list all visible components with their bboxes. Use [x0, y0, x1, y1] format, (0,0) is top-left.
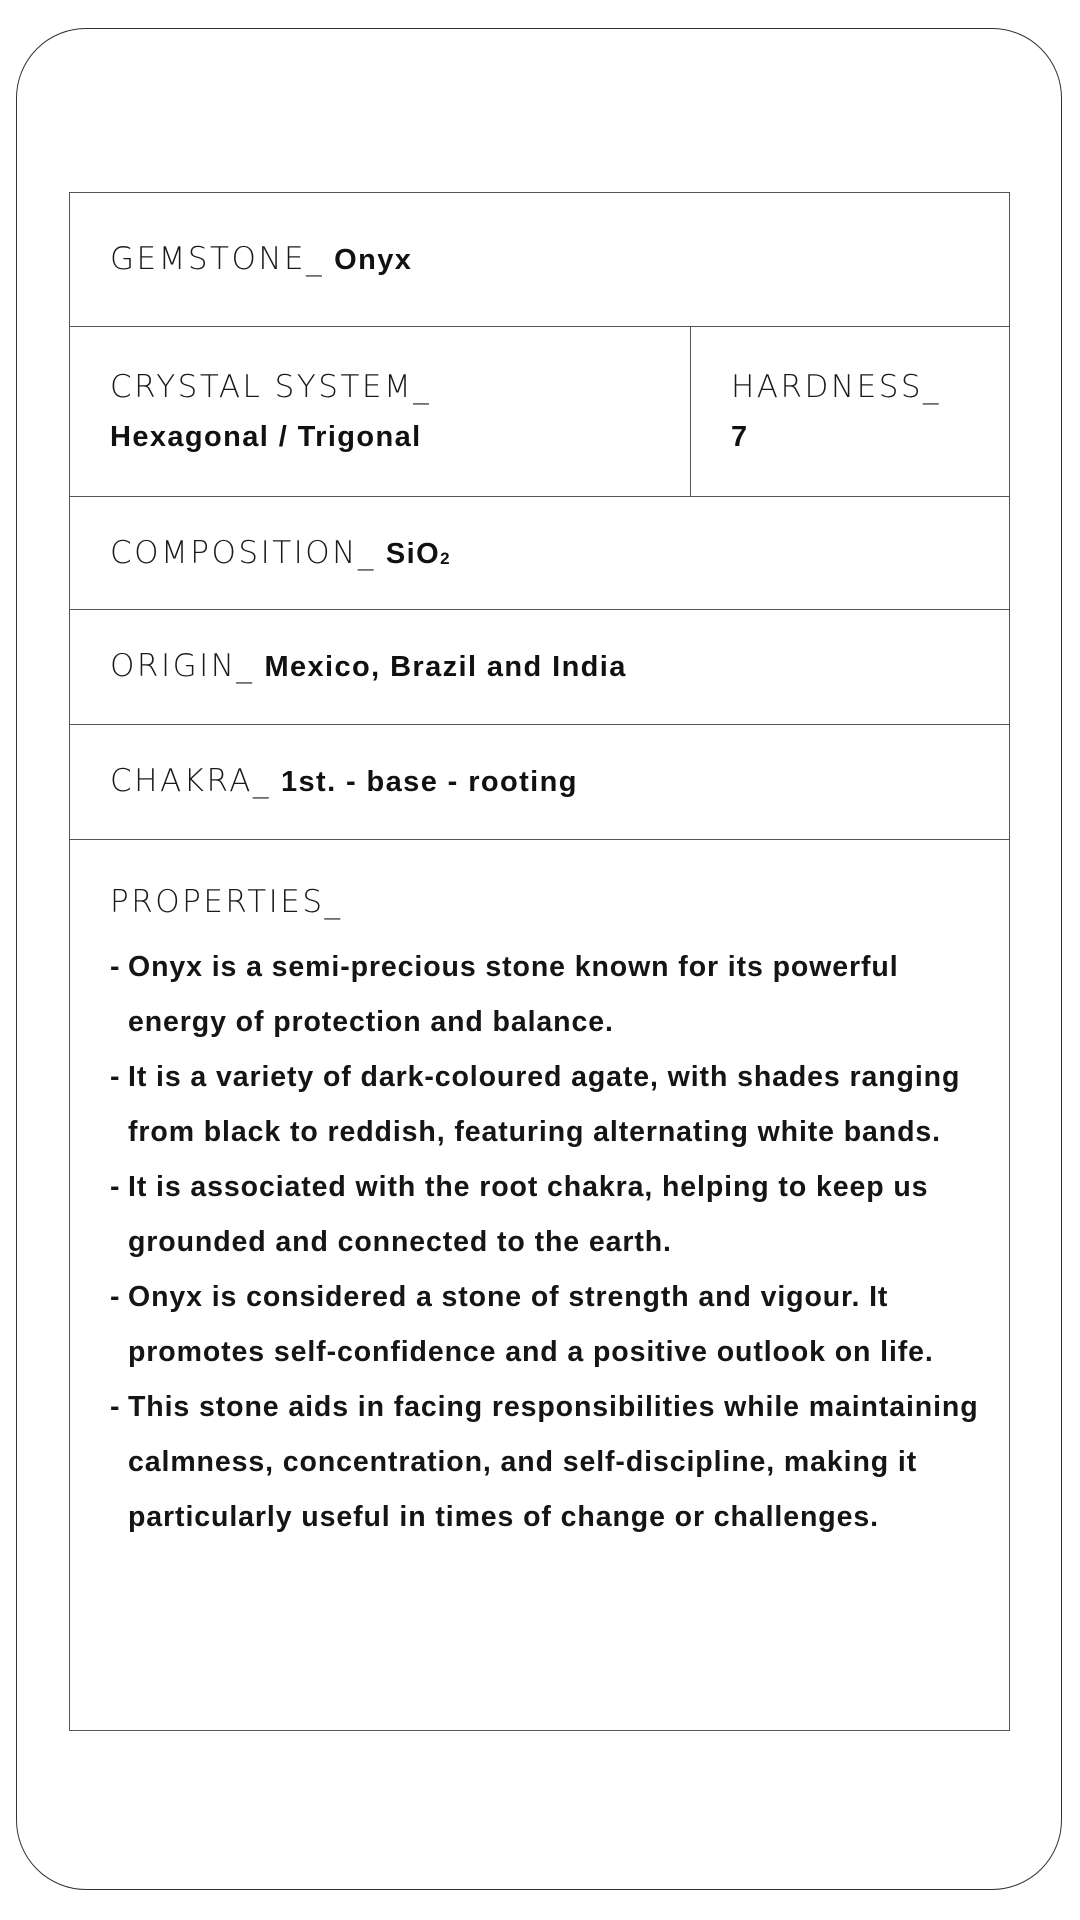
composition-row	[70, 497, 1009, 610]
gemstone-line	[110, 241, 412, 277]
gemstone-row	[70, 193, 1009, 327]
composition-label: COMPOSITION_	[110, 535, 376, 571]
chakra-line	[110, 763, 578, 799]
composition-subscript: 2	[440, 549, 451, 568]
gemstone-info-card	[69, 192, 1010, 1731]
property-item-2: - It is a variety of dark-coloured agate, with shades ranging from black to reddish, featuring alternating white bands.	[110, 1050, 980, 1160]
gemstone-value: Onyx	[334, 244, 413, 276]
chakra-value: 1st. - base - rooting	[280, 766, 578, 798]
gemstone-label: GEMSTONE_	[110, 241, 325, 277]
origin-line	[110, 648, 627, 684]
hardness-label: HARDNESS_	[731, 369, 942, 405]
composition-formula: SiO	[385, 538, 441, 570]
crystal-system-value: Hexagonal / Trigonal	[110, 421, 422, 453]
property-item-3: - It is associated with the root chakra, helping to keep us grounded and connected to the earth.	[110, 1160, 980, 1270]
property-item-4: - Onyx is considered a stone of strength and vigour. It promotes self-confidence and a positive outlook on life.	[110, 1270, 980, 1380]
property-item-1: - Onyx is a semi-precious stone known for its powerful energy of protection and balance.	[110, 940, 980, 1050]
property-item-5: - This stone aids in facing responsibilities while maintaining calmness, concentration, and self-discipline, making it particularly useful in times of change or challenges.	[110, 1380, 980, 1545]
origin-label: ORIGIN_	[110, 648, 255, 684]
properties-label: PROPERTIES_	[110, 884, 343, 920]
origin-value: Mexico, Brazil and India	[264, 651, 627, 683]
crystal-system-label: CRYSTAL SYSTEM_	[110, 369, 432, 405]
hardness-cell	[691, 327, 1011, 496]
composition-line	[110, 535, 451, 571]
composition-value	[386, 538, 451, 570]
crystal-hardness-row	[70, 327, 1009, 497]
chakra-row	[70, 725, 1009, 840]
origin-row	[70, 610, 1009, 725]
chakra-label: CHAKRA_	[110, 763, 271, 799]
properties-row	[70, 840, 1009, 1730]
crystal-system-cell	[70, 327, 691, 496]
hardness-value: 7	[731, 421, 749, 453]
properties-list	[110, 940, 980, 1545]
